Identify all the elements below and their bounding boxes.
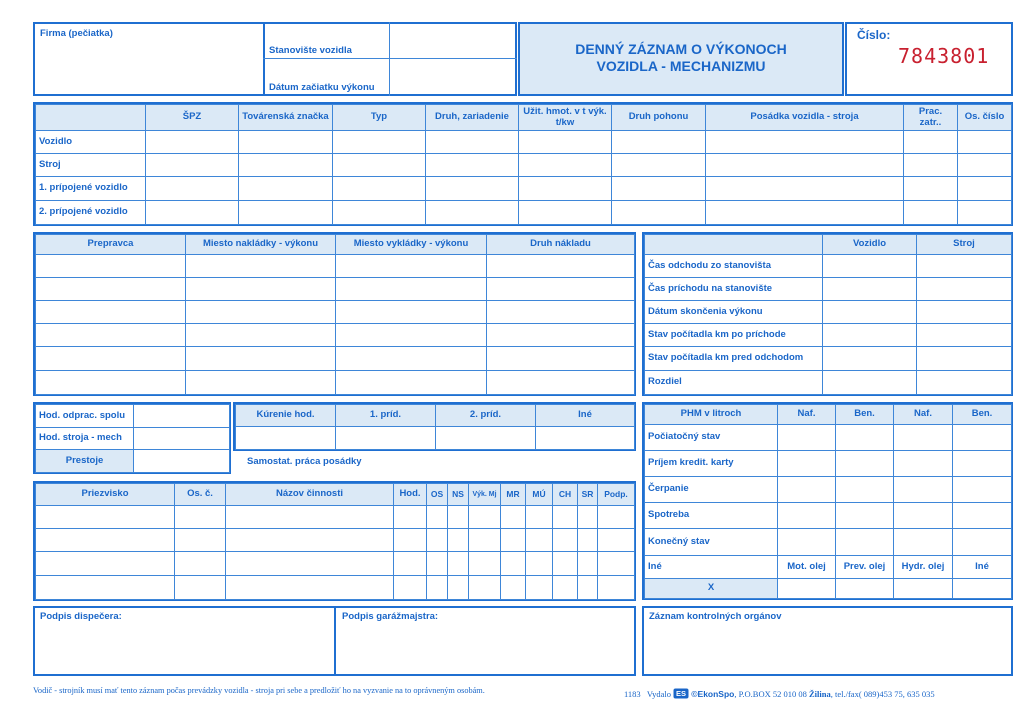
times-table [644, 234, 1012, 395]
cell[interactable] [553, 506, 578, 529]
vehicle-table [35, 104, 1012, 225]
col-prepravca: Prepravca [36, 235, 186, 255]
row-label: Stav počítadla km pred odchodom [645, 347, 823, 371]
row-label: Konečný stav [645, 529, 778, 556]
datum-zaciatku-input[interactable] [392, 61, 514, 93]
firma-label: Firma (pečiatka) [40, 28, 113, 39]
cell[interactable] [904, 131, 958, 154]
cell[interactable] [239, 154, 333, 177]
cell[interactable] [778, 425, 836, 451]
cell[interactable] [612, 154, 706, 177]
stanoviste-divider-v [389, 22, 390, 96]
cell[interactable] [553, 576, 578, 600]
row-label: Hod. odprac. spolu [36, 405, 134, 428]
footer-address: , P.O.BOX 52 010 08 [734, 689, 807, 699]
transport-table [35, 234, 635, 395]
cell[interactable] [175, 552, 226, 576]
cell[interactable] [487, 371, 635, 395]
cell[interactable] [706, 154, 904, 177]
cell[interactable] [186, 278, 336, 301]
col-os-c: Os. č. [175, 484, 226, 506]
row-label: Stroj [36, 154, 146, 177]
fuel-row [645, 503, 1012, 529]
row-label: Prestoje [36, 450, 134, 473]
row-label: Čas príchodu na stanovište [645, 278, 823, 301]
cell[interactable] [836, 529, 894, 556]
col-druh-zariadenie: Druh, zariadenie [426, 105, 519, 131]
footer-city: Žilina [809, 689, 831, 699]
cell[interactable] [394, 529, 427, 552]
col-naf-1: Naf. [778, 405, 836, 425]
cell[interactable] [36, 552, 175, 576]
cell[interactable] [526, 506, 553, 529]
cell[interactable] [917, 347, 1012, 371]
cell[interactable] [469, 552, 501, 576]
cell[interactable] [394, 552, 427, 576]
heating-table [235, 404, 635, 450]
cell[interactable] [917, 278, 1012, 301]
cell[interactable] [394, 506, 427, 529]
row-label: Čas odchodu zo stanovišta [645, 255, 823, 278]
document-title-line2: VOZIDLA - MECHANIZMU [596, 58, 766, 74]
times-row [645, 347, 1012, 371]
cell[interactable] [427, 576, 448, 600]
cell[interactable] [501, 529, 526, 552]
cell[interactable] [904, 177, 958, 201]
vehicle-row-vozidlo [36, 131, 1012, 154]
cell[interactable] [36, 347, 186, 371]
cell[interactable] [186, 371, 336, 395]
activities-table [35, 483, 635, 600]
cell[interactable] [36, 371, 186, 395]
cell[interactable] [536, 427, 635, 450]
cell[interactable] [36, 506, 175, 529]
cell[interactable] [239, 201, 333, 225]
cell[interactable] [778, 503, 836, 529]
heating-row [236, 427, 635, 450]
cell[interactable] [186, 255, 336, 278]
cell[interactable] [578, 576, 598, 600]
cell[interactable] [226, 506, 394, 529]
col-druh-pohonu: Druh pohonu [612, 105, 706, 131]
cell[interactable] [519, 154, 612, 177]
col-nazov-cinnosti: Názov činnosti [226, 484, 394, 506]
col-prac-zatr: Prac. zatr.. [904, 105, 958, 131]
cell[interactable] [612, 177, 706, 201]
cell[interactable] [706, 177, 904, 201]
row-label: Počiatočný stav [645, 425, 778, 451]
activity-row [36, 576, 635, 600]
cislo-label: Číslo: [857, 28, 891, 42]
cell[interactable] [487, 347, 635, 371]
cell[interactable] [958, 177, 1012, 201]
footer-vydalo: Vydalo [646, 689, 672, 699]
col-vozidlo: Vozidlo [823, 235, 917, 255]
cell[interactable] [917, 255, 1012, 278]
cell[interactable] [226, 576, 394, 600]
cell[interactable] [336, 301, 487, 324]
cell[interactable] [578, 506, 598, 529]
cell[interactable] [36, 529, 175, 552]
cell[interactable] [894, 529, 953, 556]
vehicle-row-pripojene-2 [36, 201, 1012, 225]
cell[interactable] [487, 255, 635, 278]
cell[interactable] [953, 529, 1012, 556]
cell[interactable] [904, 154, 958, 177]
cell[interactable] [823, 301, 917, 324]
col-ben-1: Ben. [836, 405, 894, 425]
hours-row [36, 450, 230, 473]
cell[interactable] [36, 255, 186, 278]
col-os: OS [427, 484, 448, 506]
datum-zaciatku-label: Dátum začiatku výkonu [269, 82, 375, 93]
cell[interactable] [426, 201, 519, 225]
col-spz: ŠPZ [146, 105, 239, 131]
cell[interactable] [36, 576, 175, 600]
podpis-garazmajstra-label: Podpis garážmajstra: [342, 611, 439, 622]
cell[interactable] [553, 552, 578, 576]
hours-row [36, 428, 230, 450]
hydr-olej-label: Hydr. olej [894, 556, 953, 579]
cell[interactable] [553, 529, 578, 552]
stanoviste-label: Stanovište vozidla [269, 45, 352, 56]
row-label: Spotreba [645, 503, 778, 529]
cell[interactable] [333, 131, 426, 154]
times-row [645, 278, 1012, 301]
vehicle-row-stroj [36, 154, 1012, 177]
cell[interactable] [236, 427, 336, 450]
fuel-row [645, 529, 1012, 556]
cell[interactable] [526, 529, 553, 552]
cell[interactable] [519, 201, 612, 225]
cell[interactable] [836, 451, 894, 477]
title-box [518, 22, 844, 96]
cell[interactable] [336, 255, 487, 278]
cell[interactable] [146, 131, 239, 154]
col-mu: MÚ [526, 484, 553, 506]
footer-note: Vodič - strojník musí mať tento záznam počas prevádzky vozidla - stroja pri sebe a predložiť ho na vyzvanie na to oprávneným osobám. [33, 686, 485, 695]
col-kurenie: Kúrenie hod. [236, 405, 336, 427]
cell[interactable] [612, 201, 706, 225]
footer-phone: , tel./fax( 089)453 75, 635 035 [830, 689, 935, 699]
firma-divider [263, 22, 265, 96]
cell[interactable] [778, 579, 836, 599]
row-label: Iné [645, 556, 778, 579]
cell[interactable] [146, 201, 239, 225]
cell[interactable] [226, 552, 394, 576]
cell[interactable] [519, 131, 612, 154]
transport-row [36, 347, 635, 371]
col-phm: PHM v litroch [645, 405, 778, 425]
cell[interactable] [904, 201, 958, 225]
activity-row [36, 506, 635, 529]
cell[interactable] [426, 177, 519, 201]
row-label: Čerpanie [645, 477, 778, 503]
cell[interactable] [501, 506, 526, 529]
cell[interactable] [823, 347, 917, 371]
vehicle-row-pripojene-1 [36, 177, 1012, 201]
col-miesto-vykladky: Miesto vykládky - výkonu [336, 235, 487, 255]
cell[interactable] [501, 552, 526, 576]
cell[interactable] [578, 529, 598, 552]
col-vyk-mj: Výk. Mj [469, 484, 501, 506]
podpis-dispecera-field[interactable] [37, 624, 331, 673]
cell[interactable] [706, 131, 904, 154]
cell[interactable] [598, 552, 635, 576]
signature-divider [334, 606, 336, 676]
mot-olej-label: Mot. olej [778, 556, 836, 579]
cell[interactable] [436, 427, 536, 450]
cell[interactable] [448, 529, 469, 552]
kontrola-label: Záznam kontrolných orgánov [649, 611, 782, 622]
footer-code: 1183 [624, 689, 641, 699]
times-row [645, 371, 1012, 395]
cell[interactable] [894, 477, 953, 503]
cell[interactable] [469, 506, 501, 529]
col-podp: Podp. [598, 484, 635, 506]
cell[interactable] [526, 576, 553, 600]
col-hod: Hod. [394, 484, 427, 506]
stanoviste-input[interactable] [392, 25, 514, 56]
x-cell: X [645, 579, 778, 599]
transport-row [36, 255, 635, 278]
transport-row [36, 371, 635, 395]
cell[interactable] [953, 579, 1012, 599]
footer-brand: ©EkonSpo [691, 689, 735, 699]
cell[interactable] [598, 506, 635, 529]
cell[interactable] [958, 154, 1012, 177]
col-prid-1: 1. príd. [336, 405, 436, 427]
cell[interactable] [778, 477, 836, 503]
cell[interactable] [448, 576, 469, 600]
cell[interactable] [333, 201, 426, 225]
cell[interactable] [239, 177, 333, 201]
cell[interactable] [598, 529, 635, 552]
cell[interactable] [36, 278, 186, 301]
cell[interactable] [134, 428, 230, 450]
col-druh-nakladu: Druh nákladu [487, 235, 635, 255]
cell[interactable] [953, 425, 1012, 451]
cell[interactable] [175, 506, 226, 529]
prev-olej-label: Prev. olej [836, 556, 894, 579]
times-row [645, 301, 1012, 324]
cell[interactable] [333, 177, 426, 201]
cell[interactable] [917, 301, 1012, 324]
col-priezvisko: Priezvisko [36, 484, 175, 506]
cell[interactable] [894, 503, 953, 529]
cell[interactable] [36, 324, 186, 347]
col-naf-2: Naf. [894, 405, 953, 425]
cell[interactable] [823, 278, 917, 301]
cell[interactable] [36, 301, 186, 324]
row-label: Vozidlo [36, 131, 146, 154]
col-sr: SR [578, 484, 598, 506]
row-label: Dátum skončenia výkonu [645, 301, 823, 324]
fuel-row [645, 477, 1012, 503]
cell[interactable] [823, 324, 917, 347]
cell[interactable] [239, 131, 333, 154]
vehicle-table-corner [36, 105, 146, 131]
row-label: 1. prípojené vozidlo [36, 177, 146, 201]
cell[interactable] [175, 529, 226, 552]
row-label: Stav počítadla km po príchode [645, 324, 823, 347]
cell[interactable] [336, 347, 487, 371]
hours-row [36, 405, 230, 428]
cell[interactable] [778, 451, 836, 477]
cell[interactable] [336, 324, 487, 347]
col-mr: MR [501, 484, 526, 506]
cell[interactable] [487, 301, 635, 324]
cell[interactable] [146, 177, 239, 201]
cell[interactable] [448, 506, 469, 529]
cell[interactable] [526, 552, 553, 576]
cell[interactable] [426, 131, 519, 154]
cell[interactable] [186, 347, 336, 371]
fuel-row [645, 451, 1012, 477]
cell[interactable] [134, 405, 230, 428]
row-label: Príjem kredit. karty [645, 451, 778, 477]
cell[interactable] [894, 425, 953, 451]
times-table-corner [645, 235, 823, 255]
cell[interactable] [426, 154, 519, 177]
activity-row [36, 552, 635, 576]
cell[interactable] [823, 255, 917, 278]
footer-publisher [624, 688, 935, 699]
ekonspo-logo-icon [673, 688, 689, 699]
fuel-row-x [645, 579, 1012, 599]
cell[interactable] [487, 324, 635, 347]
transport-row [36, 324, 635, 347]
transport-row [36, 301, 635, 324]
col-ben-2: Ben. [953, 405, 1012, 425]
col-prid-2: 2. príd. [436, 405, 536, 427]
cislo-value: 7843801 [898, 44, 990, 68]
col-miesto-nakladky: Miesto nakládky - výkonu [186, 235, 336, 255]
cell[interactable] [836, 579, 894, 599]
cell[interactable] [427, 529, 448, 552]
stanoviste-divider-h [263, 58, 517, 59]
cell[interactable] [958, 201, 1012, 225]
cell[interactable] [501, 576, 526, 600]
cell[interactable] [336, 427, 436, 450]
hours-table [35, 404, 230, 473]
col-os-cislo: Os. číslo [958, 105, 1012, 131]
cell[interactable] [146, 154, 239, 177]
col-ch: CH [553, 484, 578, 506]
ine-label: Iné [953, 556, 1012, 579]
cell[interactable] [175, 576, 226, 600]
cell[interactable] [823, 371, 917, 395]
cell[interactable] [427, 552, 448, 576]
cell[interactable] [578, 552, 598, 576]
fuel-row-ine [645, 556, 1012, 579]
cell[interactable] [894, 451, 953, 477]
cell[interactable] [469, 529, 501, 552]
fuel-row [645, 425, 1012, 451]
fuel-table [644, 404, 1012, 599]
col-uzit-hmot: Užit. hmot. v t výk. t/kw [519, 105, 612, 131]
cell[interactable] [469, 576, 501, 600]
kontrola-field[interactable] [646, 624, 1009, 673]
cell[interactable] [953, 451, 1012, 477]
cell[interactable] [894, 579, 953, 599]
cell[interactable] [186, 301, 336, 324]
col-stroj: Stroj [917, 235, 1012, 255]
cell[interactable] [519, 177, 612, 201]
cell[interactable] [917, 371, 1012, 395]
transport-row [36, 278, 635, 301]
cell[interactable] [226, 529, 394, 552]
cell[interactable] [487, 278, 635, 301]
svg-text:ES: ES [676, 689, 687, 699]
podpis-garazmajstra-field[interactable] [339, 624, 633, 673]
row-label: Hod. stroja - mech [36, 428, 134, 450]
cell[interactable] [917, 324, 1012, 347]
cell[interactable] [427, 506, 448, 529]
col-ns: NS [448, 484, 469, 506]
cell[interactable] [958, 131, 1012, 154]
cell[interactable] [778, 529, 836, 556]
col-typ: Typ [333, 105, 426, 131]
cell[interactable] [706, 201, 904, 225]
cell[interactable] [186, 324, 336, 347]
row-label: 2. prípojené vozidlo [36, 201, 146, 225]
cell[interactable] [448, 552, 469, 576]
cell[interactable] [953, 477, 1012, 503]
cell[interactable] [394, 576, 427, 600]
col-ine: Iné [536, 405, 635, 427]
activity-row [36, 529, 635, 552]
col-tovarenska-znacka: Továrenská značka [239, 105, 333, 131]
cell[interactable] [336, 278, 487, 301]
podpis-dispecera-label: Podpis dispečera: [40, 611, 122, 622]
row-label: Rozdiel [645, 371, 823, 395]
col-posadka: Posádka vozidla - stroja [706, 105, 904, 131]
cell[interactable] [836, 425, 894, 451]
samostat-praca-label: Samostat. práca posádky [247, 456, 362, 467]
cell[interactable] [134, 450, 230, 473]
times-row [645, 324, 1012, 347]
cell[interactable] [836, 503, 894, 529]
cell[interactable] [336, 371, 487, 395]
cell[interactable] [598, 576, 635, 600]
cell[interactable] [612, 131, 706, 154]
times-row [645, 255, 1012, 278]
cell[interactable] [333, 154, 426, 177]
cell[interactable] [836, 477, 894, 503]
cell[interactable] [953, 503, 1012, 529]
document-title-line1: DENNÝ ZÁZNAM O VÝKONOCH [575, 41, 787, 57]
firma-input[interactable] [37, 40, 259, 92]
